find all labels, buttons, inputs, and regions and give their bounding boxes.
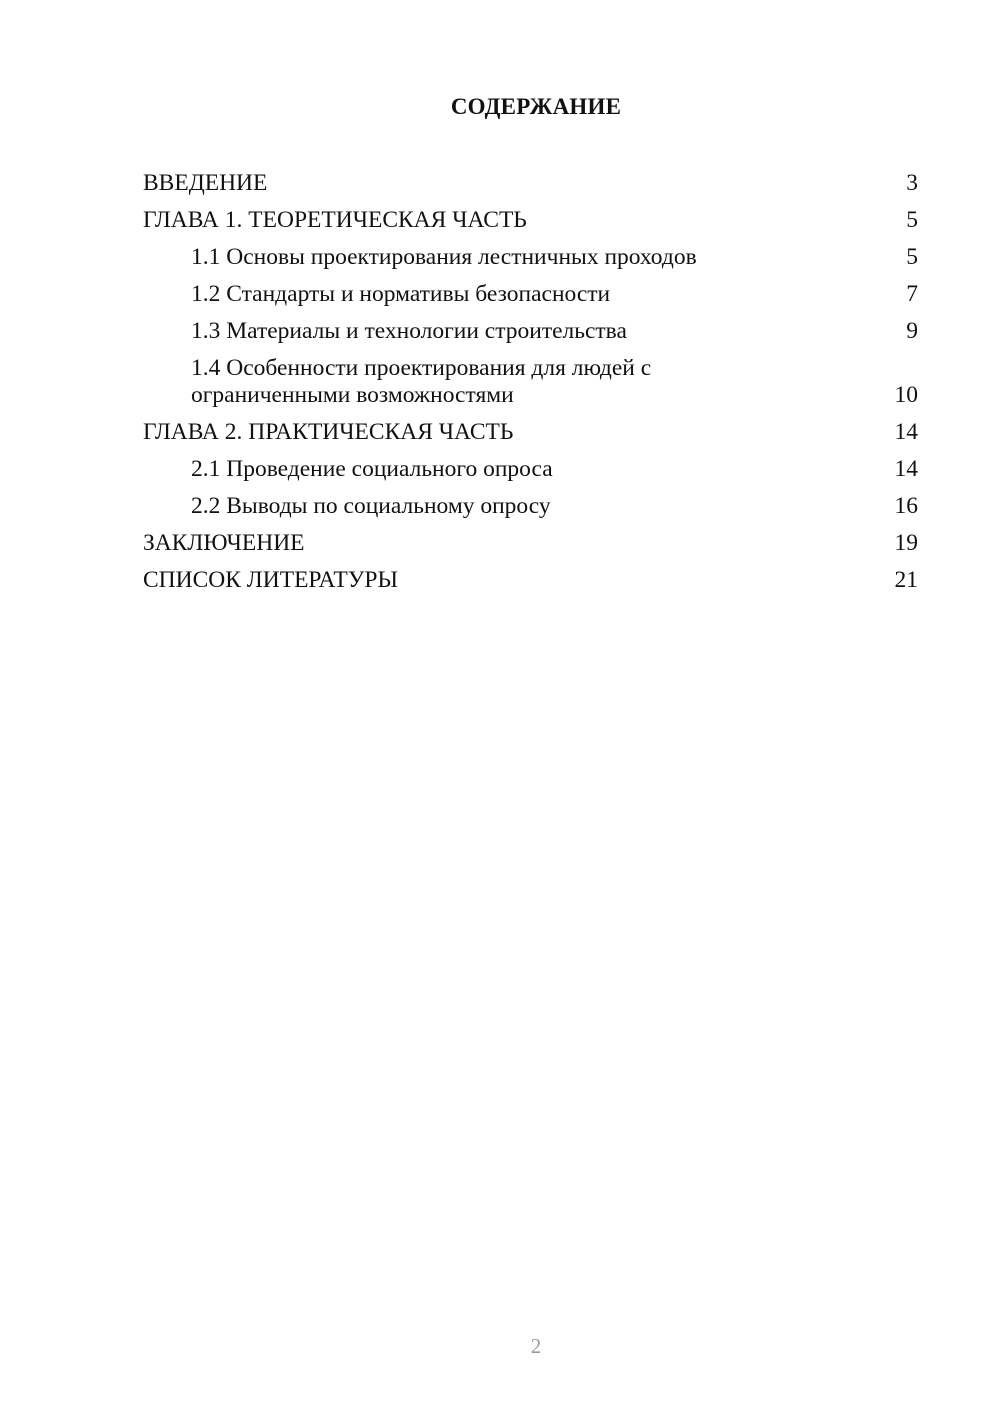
toc-entry-page: 7 <box>906 281 918 307</box>
toc-entry-label: ГЛАВА 2. ПРАКТИЧЕСКАЯ ЧАСТЬ <box>143 419 514 445</box>
table-of-contents <box>143 170 918 604</box>
toc-entry[interactable] <box>143 567 918 594</box>
toc-subentry[interactable] <box>143 355 918 409</box>
toc-entry-page: 5 <box>906 207 918 233</box>
page-title: СОДЕРЖАНИЕ <box>450 94 622 119</box>
toc-entry-page: 14 <box>894 456 918 482</box>
toc-entry[interactable] <box>143 170 918 197</box>
toc-entry-label: ВВЕДЕНИЕ <box>143 170 268 196</box>
toc-entry-label: 1.4 Особенности проектирования для людей с ограниченными возможностями <box>191 355 652 408</box>
toc-subentry[interactable] <box>143 281 918 308</box>
toc-entry-label: 2.2 Выводы по социальному опросу <box>191 493 551 519</box>
toc-entry-label: 1.2 Стандарты и нормативы безопасности <box>191 281 611 307</box>
toc-entry-page: 19 <box>894 530 918 556</box>
toc-subentry[interactable] <box>143 244 918 271</box>
toc-entry-page: 21 <box>894 567 918 593</box>
toc-entry[interactable] <box>143 419 918 446</box>
toc-entry-page: 9 <box>906 318 918 344</box>
toc-subentry[interactable] <box>143 456 918 483</box>
toc-entry[interactable] <box>143 530 918 557</box>
toc-entry-page: 5 <box>906 244 918 270</box>
toc-entry-label: ЗАКЛЮЧЕНИЕ <box>143 530 305 556</box>
toc-entry-label: 1.1 Основы проектирования лестничных проходов <box>191 244 697 270</box>
toc-subentry[interactable] <box>143 493 918 520</box>
toc-subentry[interactable] <box>143 318 918 345</box>
toc-entry-label: ГЛАВА 1. ТЕОРЕТИЧЕСКАЯ ЧАСТЬ <box>143 207 527 233</box>
toc-entry-page: 16 <box>894 493 918 519</box>
toc-entry-page: 3 <box>906 170 918 196</box>
page-number: 2 <box>530 1334 542 1358</box>
toc-entry-label: СПИСОК ЛИТЕРАТУРЫ <box>143 567 398 593</box>
toc-entry-page: 10 <box>894 382 918 408</box>
toc-entry-page: 14 <box>894 419 918 445</box>
toc-entry-label: 1.3 Материалы и технологии строительства <box>191 318 627 344</box>
toc-entry-label: 2.1 Проведение социального опроса <box>191 456 553 482</box>
toc-entry[interactable] <box>143 207 918 234</box>
